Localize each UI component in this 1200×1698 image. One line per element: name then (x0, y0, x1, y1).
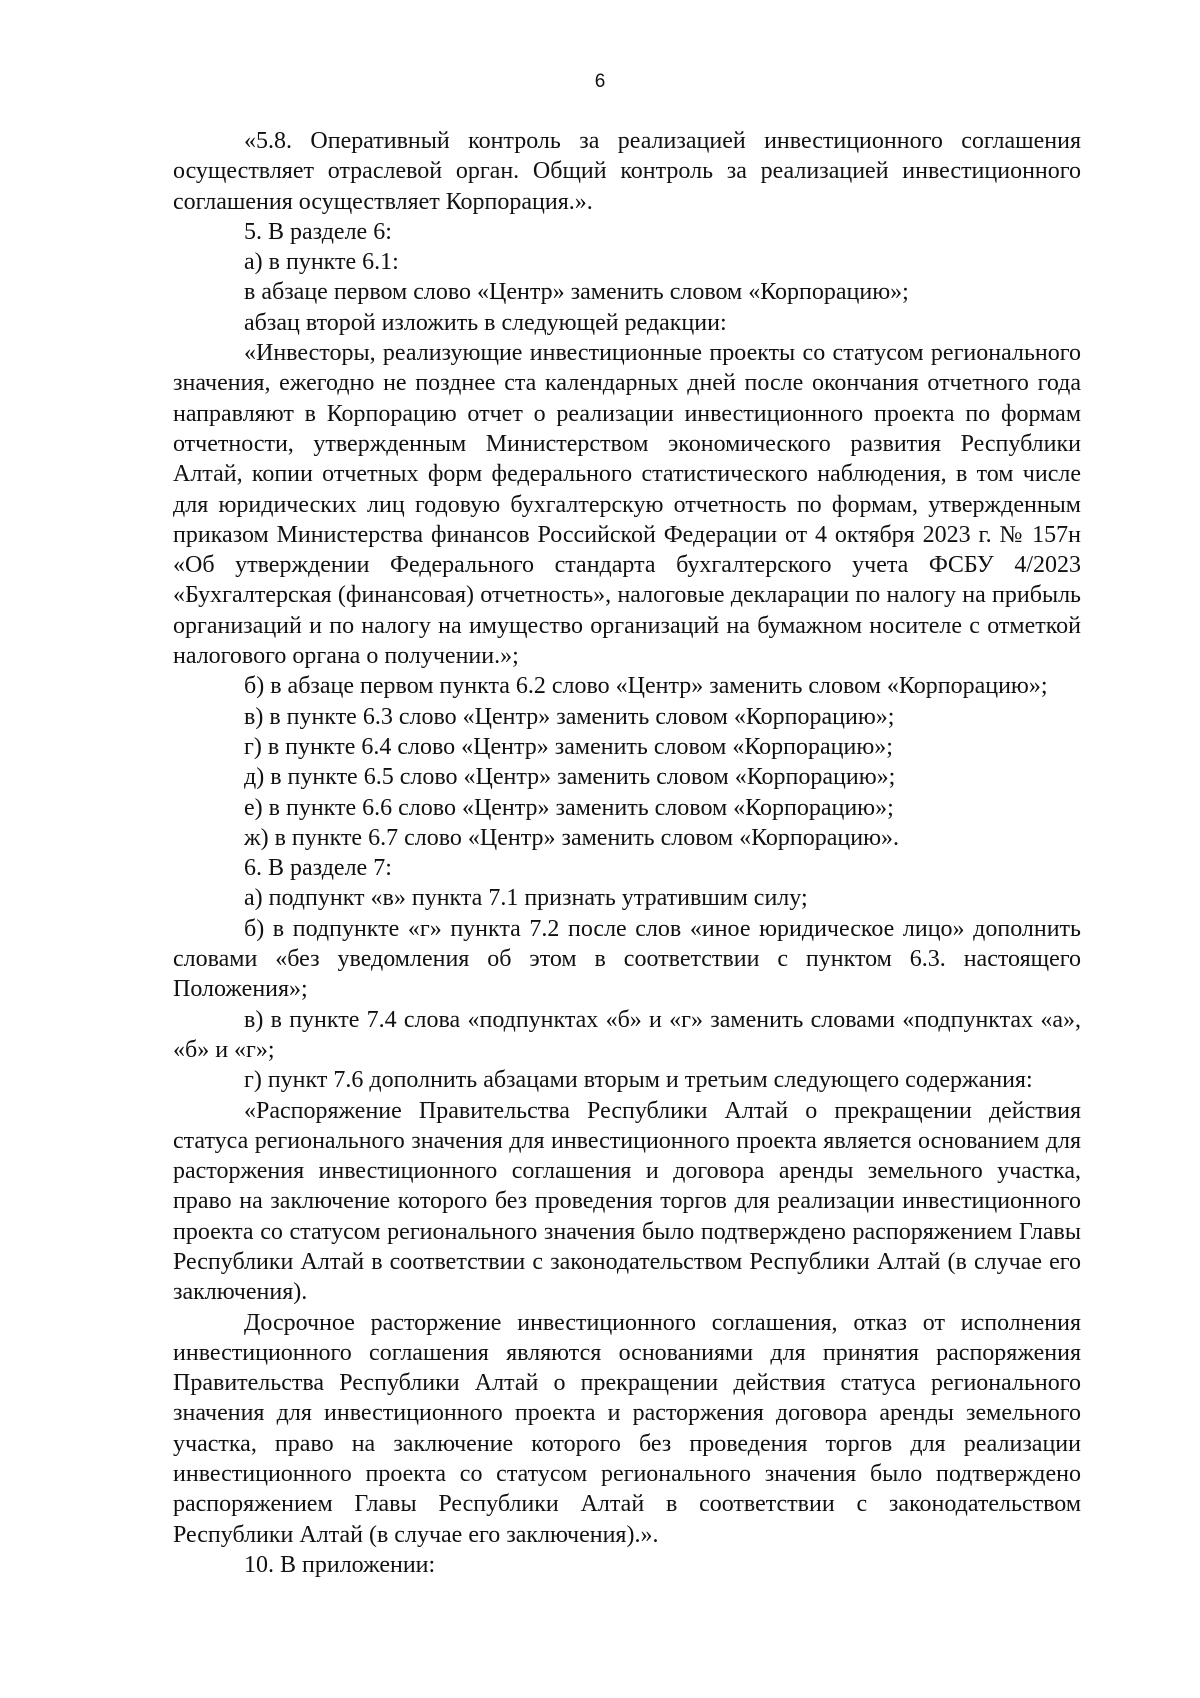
paragraph-item-6v: в) в пункте 7.4 слова «подпунктах «б» и «г» заменить словами «подпунктах «а», «б» и «г»; (173, 1006, 1081, 1063)
paragraph-item-5v: в) в пункте 6.3 слово «Центр» заменить словом «Корпорацию»; (244, 703, 895, 730)
paragraph-item-6g: г) пункт 7.6 дополнить абзацами вторым и третьим следующего содержания: (244, 1067, 1033, 1094)
paragraph-item-5e: е) в пункте 6.6 слово «Центр» заменить словом «Корпорацию»; (244, 794, 894, 821)
paragraph-item-10-heading: 10. В приложении: (244, 1551, 436, 1578)
paragraph-item-5g: г) в пункте 6.4 слово «Центр» заменить словом «Корпорацию»; (244, 733, 893, 760)
paragraph-item-5a-second: абзац второй изложить в следующей редакции: (244, 309, 727, 336)
paragraph-item-6b: б) в подпункте «г» пункта 7.2 после слов «иное юридическое лицо» дополнить словами «без уведомления об этом в соответствии с пунктом 6.3. настоящего Положения»; (173, 915, 1081, 1003)
paragraph-5-8-control: «5.8. Оперативный контроль за реализацией инвестиционного соглашения осуществляет отраслевой орган. Общий контроль за реализацией инвестиционного соглашения осуществляет Корпорация.». (173, 128, 1081, 215)
paragraph-investors-report: «Инвесторы, реализующие инвестиционные проекты со статусом регионального значения, ежегодно не позднее ста календарных дней после окончания отчетного года направляют в Корпорацию отчет о реализации инвестиционного проекта по формам отчетности, утвержденным Министерством экономического развития Республики Алтай, копии отчетных форм федерального статистического наблюдения, в том числе для юридических лиц годовую бухгалтерскую отчетность по формам, утвержденным приказом Министерства финансов Российской Федерации от 4 октября 2023 г. № 157н «Об утверждении Федерального стандарта бухгалтерского учета ФСБУ 4/2023 «Бухгалтерская (финансовая) отчетность», налоговые декларации по налогу на прибыль организаций и по налогу на имущество организаций на бумажном носителе с отметкой налогового органа о получении.»; (173, 340, 1081, 670)
paragraph-item-6-heading: 6. В разделе 7: (244, 855, 392, 882)
paragraph-early-termination: Досрочное расторжение инвестиционного соглашения, отказ от исполнения инвестиционного соглашения являются основаниями для принятия распоряжения Правительства Республики Алтай о прекращении действия статуса регионального значения для инвестиционного проекта и расторжения договора аренды земельного участка, право на заключение которого без проведения торгов для реализации инвестиционного проекта со статусом регионального значения было подтверждено распоряжением Главы Республики Алтай в соответствии с законодательством Республики Алтай (в случае его заключения).». (173, 1309, 1081, 1548)
paragraph-item-5zh: ж) в пункте 6.7 слово «Центр» заменить словом «Корпорацию». (244, 824, 900, 851)
paragraph-item-5d: д) в пункте 6.5 слово «Центр» заменить словом «Корпорацию»; (244, 764, 896, 791)
document-body (173, 126, 1081, 1580)
page-number: 6 (594, 71, 606, 92)
paragraph-item-5a-first: в абзаце первом слово «Центр» заменить словом «Корпорацию»; (244, 279, 909, 306)
paragraph-item-5-heading: 5. В разделе 6: (244, 218, 392, 245)
paragraph-item-5b: б) в абзаце первом пункта 6.2 слово «Центр» заменить словом «Корпорацию»; (244, 673, 1048, 700)
paragraph-termination-order: «Распоряжение Правительства Республики Алтай о прекращении действия статуса регионального значения для инвестиционного проекта является основанием для расторжения инвестиционного соглашения и договора аренды земельного участка, право на заключение которого без проведения торгов для реализации инвестиционного проекта со статусом регионального значения было подтверждено распоряжением Главы Республики Алтай в соответствии с законодательством Республики Алтай (в случае его заключения). (173, 1097, 1081, 1306)
paragraph-item-6a: а) подпункт «в» пункта 7.1 признать утратившим силу; (244, 885, 808, 912)
paragraph-item-5a: а) в пункте 6.1: (244, 249, 399, 276)
